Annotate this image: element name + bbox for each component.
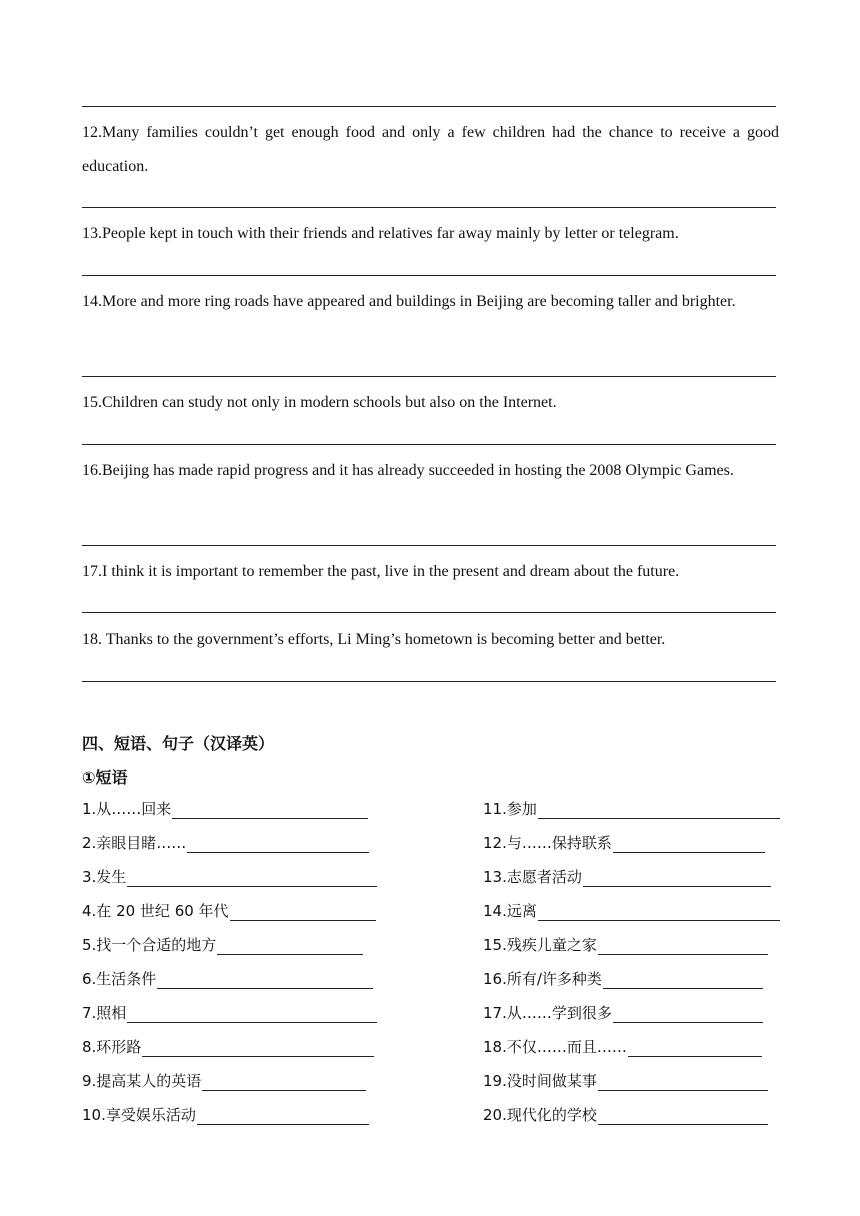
phrase-item xyxy=(82,935,363,955)
phrase-label: 5.找一个合适的地方 xyxy=(82,936,217,954)
answer-blank[interactable] xyxy=(197,1108,369,1125)
phrase-label: 18.不仅……而且…… xyxy=(483,1038,627,1056)
answer-blank[interactable] xyxy=(217,938,363,955)
phrase-label: 11.参加 xyxy=(483,800,537,818)
answer-line xyxy=(82,207,776,208)
phrase-label: 19.没时间做某事 xyxy=(483,1072,597,1090)
answer-blank[interactable] xyxy=(598,1108,768,1125)
phrase-item xyxy=(483,901,780,921)
answer-line xyxy=(82,376,776,377)
answer-blank[interactable] xyxy=(583,870,771,887)
sentence-14: 14.More and more ring roads have appeared and buildings in Beijing are becoming taller and brighter. xyxy=(82,293,736,310)
phrase-label: 13.志愿者活动 xyxy=(483,868,582,886)
answer-blank[interactable] xyxy=(538,802,780,819)
phrase-item xyxy=(483,833,765,853)
phrase-label: 12.与……保持联系 xyxy=(483,834,612,852)
phrase-label: 9.提高某人的英语 xyxy=(82,1072,202,1090)
phrase-item xyxy=(483,799,780,819)
phrase-item xyxy=(82,1003,377,1023)
section-title: 四、短语、句子（汉译英） xyxy=(82,734,275,753)
phrase-label: 17.从……学到很多 xyxy=(483,1004,612,1022)
answer-blank[interactable] xyxy=(538,904,780,921)
sentence-17: 17.I think it is important to remember the past, live in the present and dream about the future. xyxy=(82,563,680,580)
phrase-label: 7.照相 xyxy=(82,1004,127,1022)
answer-blank[interactable] xyxy=(230,904,376,921)
answer-blank[interactable] xyxy=(127,870,377,887)
phrase-label: 8.环形路 xyxy=(82,1038,142,1056)
phrase-item xyxy=(82,1037,374,1057)
answer-blank[interactable] xyxy=(628,1040,762,1057)
phrase-label: 1.从……回来 xyxy=(82,800,172,818)
sentence-16: 16.Beijing has made rapid progress and it has already succeeded in hosting the 2008 Olympic Games. xyxy=(82,462,734,479)
phrase-label: 20.现代化的学校 xyxy=(483,1106,597,1124)
phrase-item xyxy=(82,1071,366,1091)
answer-blank[interactable] xyxy=(598,938,768,955)
phrase-item xyxy=(82,833,369,853)
answer-blank[interactable] xyxy=(598,1074,768,1091)
answer-line xyxy=(82,612,776,613)
sentence-12: 12.Many families couldn’t get enough food and only a few children had the chance to receive a good education. xyxy=(82,124,779,175)
phrase-label: 15.残疾儿童之家 xyxy=(483,936,597,954)
answer-line xyxy=(82,545,776,546)
phrase-label: 6.生活条件 xyxy=(82,970,157,988)
phrase-item xyxy=(483,1037,762,1057)
phrase-label: 14.远离 xyxy=(483,902,537,920)
phrase-label: 4.在 20 世纪 60 年代 xyxy=(82,902,229,920)
answer-blank[interactable] xyxy=(127,1006,377,1023)
phrase-item xyxy=(82,901,376,921)
sentence-15: 15.Children can study not only in modern schools but also on the Internet. xyxy=(82,394,557,411)
phrase-item xyxy=(82,969,373,989)
answer-line xyxy=(82,681,776,682)
phrase-item xyxy=(483,1071,768,1091)
phrase-label: 10.享受娱乐活动 xyxy=(82,1106,196,1124)
answer-blank[interactable] xyxy=(142,1040,374,1057)
answer-line xyxy=(82,444,776,445)
answer-blank[interactable] xyxy=(613,836,765,853)
phrase-item xyxy=(483,969,763,989)
phrase-item xyxy=(82,799,368,819)
answer-line xyxy=(82,106,776,107)
phrase-item xyxy=(483,1003,763,1023)
answer-blank[interactable] xyxy=(157,972,373,989)
answer-blank[interactable] xyxy=(172,802,368,819)
phrase-item xyxy=(483,1105,768,1125)
phrase-item xyxy=(82,867,377,887)
phrase-item xyxy=(483,935,768,955)
phrase-label: 16.所有/许多种类 xyxy=(483,970,602,988)
answer-line xyxy=(82,275,776,276)
phrase-label: 3.发生 xyxy=(82,868,127,886)
answer-blank[interactable] xyxy=(603,972,763,989)
sentence-18: 18. Thanks to the government’s efforts, Li Ming’s hometown is becoming better and better. xyxy=(82,631,666,648)
sentence-13: 13.People kept in touch with their friends and relatives far away mainly by letter or telegram. xyxy=(82,225,679,242)
phrase-label: 2.亲眼目睹…… xyxy=(82,834,187,852)
phrase-item xyxy=(82,1105,369,1125)
answer-blank[interactable] xyxy=(202,1074,366,1091)
answer-blank[interactable] xyxy=(187,836,369,853)
phrase-item xyxy=(483,867,771,887)
section-subtitle: ①短语 xyxy=(82,768,128,787)
answer-blank[interactable] xyxy=(613,1006,763,1023)
